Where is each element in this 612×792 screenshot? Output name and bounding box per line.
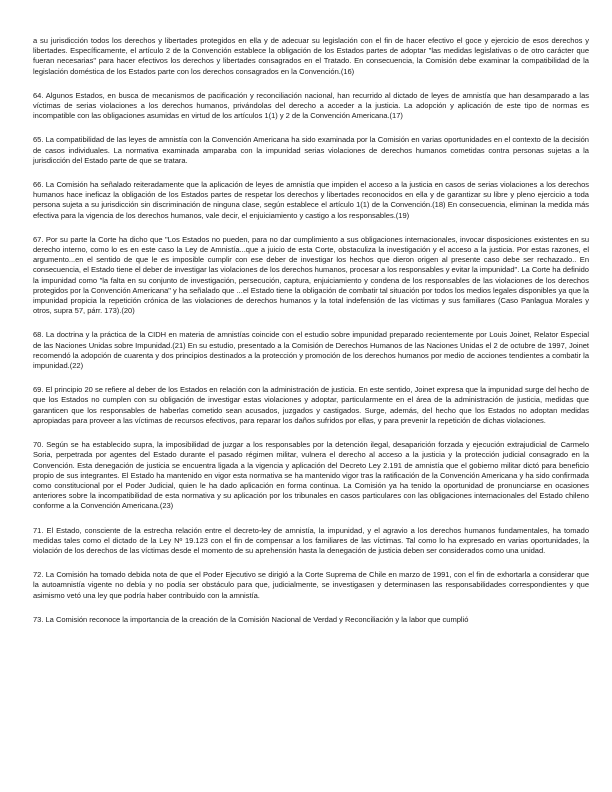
paragraph-72: 72. La Comisión ha tomado debida nota de que el Poder Ejecutivo se dirigió a la Corte Suprema de Chile en marzo de 1991, con el fin de exhortarla a considerar que la autoamnistía vigente no debía y no podía ser obstáculo para que, judicialmente, se investigasen y determinasen las responsabilidades correspondientes y que asimismo vetó una ley que podría haber contribuido con la amnistía. [33,570,589,600]
paragraph-64: 64. Algunos Estados, en busca de mecanismos de pacificación y reconciliación nacional, han recurrido al dictado de leyes de amnistía que han desamparado a las víctimas de serias violaciones a los derechos humanos, privándolas del derecho a acceder a la justicia. La adopción y aplicación de este tipo de normas es incompatible con las obligaciones asumidas en virtud de los artículos 1(1) y 2 de la Convención Americana.(17) [33,90,589,121]
paragraph-70: 70. Según se ha establecido supra, la imposibilidad de juzgar a los responsables por la detención ilegal, desaparición forzada y ejecución extrajudicial de Carmelo Soria, perpetrada por agentes del Estado durante el pasado régimen militar, vulnera el derecho al acceso a la justicia y la protección judicial consagrado en la Convención. Esta denegación de justicia se encuentra ligada a la vigencia y aplicación del Decreto Ley 2.191 de amnistía que el gobierno militar dictó para beneficio propio de sus integrantes. El Estado ha mantenido en vigor esta normativa se ha mantenido vigor tras la ratificación de la Convención Americana y ha sido confirmada como constitucional por el Poder Judicial, quien le ha dado aplicación en forma continua. La Comisión ya ha tenido la oportunidad de pronunciarse en ocasiones anteriores sobre la incompatibilidad de esta normativa y su aplicación por los tribunales en casos particulares con las obligaciones internacionales del Estado chileno conforme a la Convención Americana.(23) [33,440,589,511]
paragraph-71: 71. El Estado, consciente de la estrecha relación entre el decreto-ley de amnistía, la impunidad, y el agravio a los derechos humanos fundamentales, ha tomado medidas tales como el dictado de la Ley Nº 19.123 con el fin de compensar a los familiares de las víctimas. Tal como lo ha expresado en varias oportunidades, la violación de los derechos de las víctimas desde el momento de su aprehensión hasta la denegación de justicia deben ser considerados como una unidad. [33,525,589,555]
paragraph-68: 68. La doctrina y la práctica de la CIDH en materia de amnistías coincide con el estudio sobre impunidad preparado recientemente por Louis Joinet, Relator Especial de las Naciones Unidas sobre Impunidad.(21) En su estudio, presentado a la Comisión de Derechos Humanos de las Naciones Unidas el 2 de octubre de 1997, Joinet recomendó la adopción de cuarenta y dos principios destinados a la protección y promoción de los derechos humanos por medio de acciones tendientes a combatir la impunidad.(22) [33,330,589,371]
paragraph-73: 73. La Comisión reconoce la importancia de la creación de la Comisión Nacional de Verdad y Reconciliación y la labor que cumplió [33,614,469,624]
paragraph-66: 66. La Comisión ha señalado reiteradamente que la aplicación de leyes de amnistía que impiden el acceso a la justicia en casos de serias violaciones a los derechos humanos hace ineficaz la obligación de los Estados partes de respetar los derechos y libertades reconocidos en ella y de garantizar su libre y pleno ejercicio a toda persona sujeta a su jurisdicción sin discriminación de ninguna clase, según establece el artículo 1(1) de la Convención.(18) En consecuencia, eliminan la medida más efectiva para la vigencia de los derechos humanos, vale decir, el enjuiciamiento y castigo a los responsables.(19) [33,180,589,220]
paragraph-continuation: a su jurisdicción todos los derechos y libertades protegidos en ella y de adecuar su legislación con el fin de hacer efectivo el goce y ejercicio de esos derechos y libertades. Específicamente, el artículo 2 de la Convención establece la obligación de los Estados partes de adoptar "las medidas legislativas o de otro carácter que fueran necesarias" para hacer efectivos los derechos y libertades consagrados en el Tratado. En consecuencia, la Comisión debe examinar la compatibilidad de la legislación doméstica de los Estados parte con los derechos consagrados en la Convención.(16) [33,36,589,76]
paragraph-65: 65. La compatibilidad de las leyes de amnistía con la Convención Americana ha sido examinada por la Comisión en varias oportunidades en el contexto de la decisión de casos individuales. La normativa examinada amparaba con la impunidad serias violaciones de derechos humanos cometidas contra personas sujetas a la jurisdicción del Estado parte de que se tratara. [33,135,589,165]
paragraph-69: 69. El principio 20 se refiere al deber de los Estados en relación con la administración de justicia. En este sentido, Joinet expresa que la impunidad surge del hecho de que los Estados no cumplen con su obligación de investigar estas violaciones y adoptar, particularmente en el área de la administración de justicia, medidas que garanticen que los responsables de haberlas cometido sean acusados, juzgados y castigados. Surge, además, del hecho que los Estados no adoptan medidas apropiadas para proveer a las víctimas de recursos efectivos, para reparar los daños sufridos por ellas, y para prevenir la repetición de dichas violaciones. [33,385,589,425]
document-page [33,36,589,639]
paragraph-67: 67. Por su parte la Corte ha dicho que "Los Estados no pueden, para no dar cumplimiento a sus obligaciones internacionales, invocar disposiciones existentes en su derecho interno, como lo es en este caso la Ley de Amnistía...que a juicio de esta Corte, obstaculiza la investigación y el acceso a la justicia. Por estas razones, el argumento...en el sentido de que le es imposible cumplir con ese deber de investigar los hechos que dieron origen al presente caso debe ser rechazado.. En consecuencia, el Estado tiene el deber de investigar las violaciones de los derechos humanos, procesar a los responsables y evitar la impunidad". La Corte ha definido la impunidad como "la falta en su conjunto de investigación, persecución, captura, enjuiciamiento y condena de los responsables de las violaciones de los derechos protegidos por la Convención Americana" y ha señalado que ...el Estado tiene la obligación de combatir tal situación por todos los medios legales disponibles ya que la impunidad propicia la repetición crónica de las violaciones de derechos humanos y la total indefensión de las víctimas y sus familiares (Caso Panlagua Morales y otros, supra 57, párr. 173).(20) [33,234,589,316]
